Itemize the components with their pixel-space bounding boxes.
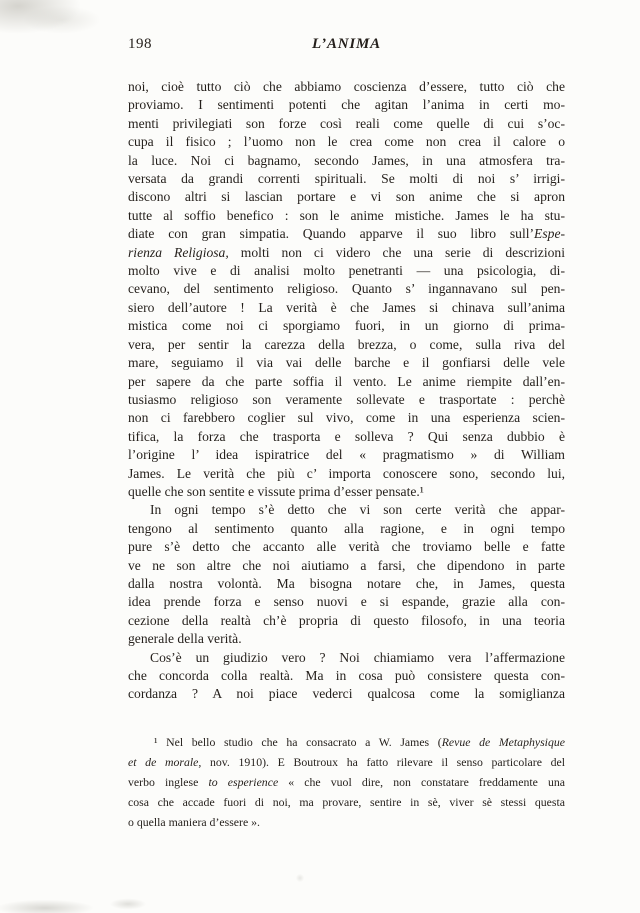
text-segment: per sapere da che parte soffia il vento. Le anime riempite dall’en-: [128, 373, 565, 389]
text-line: [128, 630, 565, 648]
text-line: [128, 501, 565, 519]
text-segment: cordanza ? A noi piace vederci qualcosa come la somiglianza: [128, 686, 565, 702]
text-segment: tusiasmo religioso son veramente sollevate e trasportate : perchè: [128, 391, 565, 407]
text-segment: quelle che son sentite e vissute prima d’esser pensate.¹: [128, 483, 424, 499]
text-line: [128, 299, 565, 317]
text-segment: cupa il fisico ; l’uomo non le crea come non crea il calore o: [128, 134, 565, 150]
text-line: [128, 336, 565, 354]
text-segment: tutte al soffio benefico : son le anime mistiche. James le ha stu-: [128, 207, 565, 223]
text-line: [128, 520, 565, 538]
text-line: [128, 752, 565, 772]
text-segment: menti privilegiati son forze così reali come quelle di cui s’oc-: [128, 115, 565, 131]
text-line: [128, 373, 565, 391]
text-line: [128, 317, 565, 335]
text-segment: et de morale,: [128, 755, 202, 769]
text-line: [128, 225, 565, 243]
text-line: [128, 446, 565, 464]
text-segment: tifica, la forza che trasporta e solleva ? Qui senza dubbio è: [128, 428, 565, 444]
text-line: [128, 667, 565, 685]
text-segment: rienza Religiosa,: [128, 244, 229, 260]
text-line: [128, 593, 565, 611]
text-line: [128, 244, 565, 262]
text-segment: In ogni tempo s’è detto che vi son certe verità che appar-: [150, 502, 565, 518]
text-segment: vera, per sentir la carezza della brezza, o come, sulla riva del: [128, 336, 565, 352]
text-segment: « che vuol dire, non constatare freddamente una: [278, 775, 565, 789]
text-segment: generale della verità.: [128, 631, 242, 647]
text-line: [128, 483, 565, 501]
text-segment: verbo inglese: [128, 775, 209, 789]
text-line: [128, 207, 565, 225]
text-line: [128, 262, 565, 280]
text-line: [128, 792, 565, 812]
text-segment: molti non ci videro che una serie di descrizioni: [228, 244, 565, 260]
text-segment: molto vive e di analisi molto penetranti — una psicologia, di-: [128, 263, 565, 279]
text-segment: versata da grandi correnti spirituali. Se molti di noi s’ irrigi-: [128, 171, 565, 187]
text-segment: James. Le verità che più c’ importa conoscere sono, secondo lui,: [128, 465, 565, 481]
text-line: [128, 115, 565, 133]
text-line: [128, 152, 565, 170]
text-segment: cevano, del sentimento religioso. Quanto s’ ingannavano sul pen-: [128, 281, 565, 297]
text-line: [128, 772, 565, 792]
text-segment: cosa che accade fuori di noi, ma provare, sentire in sè, viver sè stessi questa: [128, 795, 565, 809]
book-page: [128, 0, 565, 913]
text-line: [128, 280, 565, 298]
text-segment: pure s’è detto che accanto alle verità che troviamo belle e fatte: [128, 539, 565, 555]
text-segment: mare, seguiamo il via vai delle barche e il gonfiarsi delle vele: [128, 355, 565, 371]
text-segment: dalla nostra volontà. Ma bisogna notare che, in James, questa: [128, 575, 565, 591]
text-line: [128, 133, 565, 151]
text-line: [128, 170, 565, 188]
text-segment: la luce. Noi ci bagnamo, secondo James, in una atmosfera tra-: [128, 152, 565, 168]
text-line: [128, 188, 565, 206]
text-line: [128, 538, 565, 556]
text-line: [128, 649, 565, 667]
text-segment: ¹ Nel bello studio che ha consacrato a W. James (: [154, 735, 442, 749]
text-segment: non ci farebbero coglier sul vivo, come in una esperienza scien-: [128, 410, 565, 426]
text-segment: to esperience: [208, 775, 279, 789]
text-segment: tengono al sentimento quanto alla ragione, e in ogni tempo: [128, 520, 565, 536]
text-segment: idea prende forza e senso nuovi e si espande, grazie alla con-: [128, 594, 565, 610]
text-line: [128, 812, 565, 832]
text-segment: Cos’è un giudizio vero ? Noi chiamiamo vera l’affermazione: [150, 649, 565, 665]
text-segment: ve ne son altre che noi aiutiamo a farsi, che dipendono in parte: [128, 557, 565, 573]
page-header: [128, 36, 565, 56]
text-segment: Espe-: [534, 226, 565, 242]
text-line: [128, 465, 565, 483]
text-line: [128, 391, 565, 409]
text-segment: che concorda colla realtà. Ma in cosa può consistere questa con-: [128, 668, 565, 683]
text-line: [128, 612, 565, 630]
text-line: [128, 409, 565, 427]
text-segment: mistica come noi ci sporgiamo fuori, in un giorno di prima-: [128, 318, 565, 334]
text-line: [128, 732, 565, 752]
text-line: [128, 557, 565, 575]
text-segment: o quella maniera d’essere ».: [128, 815, 261, 829]
text-segment: noi, cioè tutto ciò che abbiamo coscienza d’essere, tutto ciò che: [128, 79, 565, 94]
text-line: [128, 428, 565, 446]
text-segment: discono altri si lascian portare e vi son anime che si apron: [128, 189, 565, 205]
text-segment: diate con gran simpatia. Quando apparve il suo libro sull’: [128, 226, 535, 242]
text-segment: proviamo. I sentimenti potenti che agitan l’anima in certi mo-: [128, 97, 565, 113]
text-segment: cezione della realtà ch’è propria di questo filosofo, in una teoria: [128, 612, 565, 628]
text-line: [128, 685, 565, 703]
text-line: [128, 78, 565, 96]
text-segment: siero dell’autore ! La verità è che James si chinava sull’anima: [128, 299, 565, 315]
text-line: [128, 575, 565, 593]
page-number: 198: [128, 36, 152, 52]
text-segment: nov. 1910). E Boutroux ha fatto rilevare il senso particolare del: [201, 755, 565, 769]
footnote: [128, 732, 565, 832]
text-segment: l’origine l’ idea ispiratrice del « pragmatismo » di William: [128, 447, 565, 463]
body-text: [128, 78, 565, 704]
text-segment: Revue de Metaphysique: [441, 735, 565, 749]
text-line: [128, 354, 565, 372]
running-title: L’ANIMA: [312, 36, 381, 52]
text-line: [128, 96, 565, 114]
